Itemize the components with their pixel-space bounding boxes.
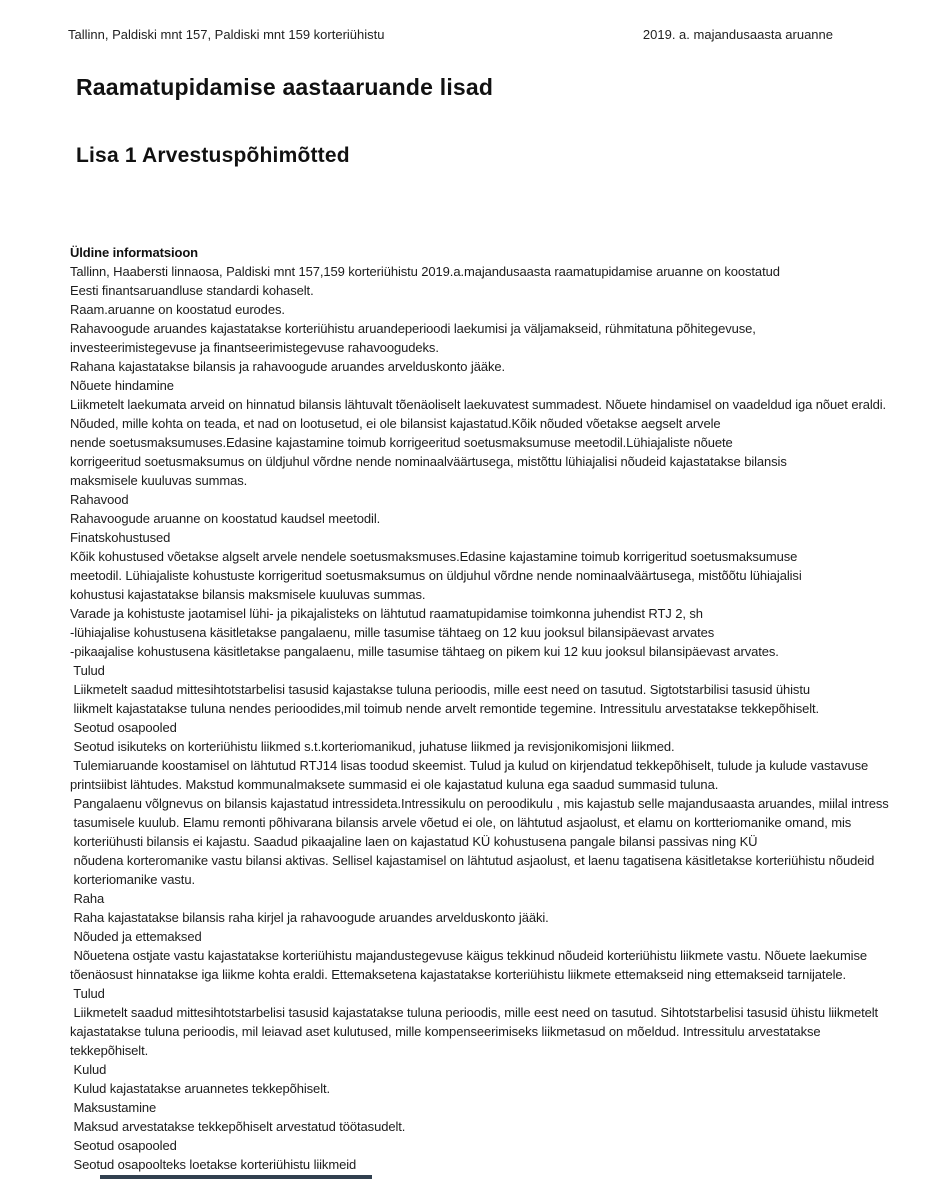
document-line: Varade ja kohistuste jaotamisel lühi- ja pikajalisteks on lähtutud raamatupidamise toimkonna juhendist RTJ 2, sh xyxy=(70,606,703,621)
document-line: Liikmetelt laekumata arveid on hinnatud bilansis lähtuvalt tõenäoliselt laekuvatest summadest. Nõuete hindamisel on vaadeldud iga nõuet eraldi. xyxy=(70,397,887,412)
document-line: Seotud osapoolteks loetakse korteriühistu liikmeid xyxy=(70,1157,357,1172)
document-line: Seotud osapooled xyxy=(70,1138,177,1153)
document-line: Maksud arvestatakse tekkepõhiselt arvestatud töötasudelt. xyxy=(70,1119,406,1134)
document-line: Seotud osapooled xyxy=(70,720,177,735)
document-line: Maksustamine xyxy=(70,1100,157,1115)
document-line: Nõuded, mille kohta on teada, et nad on lootusetud, ei ole bilansist kajastatud.Kõik nõuded võetakse aegselt arvele xyxy=(70,416,721,431)
document-line: investeerimistegevuse ja finantseerimistegevuse rahavoogudeks. xyxy=(70,340,439,355)
document-line: nõudena korteromanike vastu bilansi aktivas. Sellisel kajastamisel on lähtutud asjaolust, et laenu tagatisena käsitletakse korteriühistu nõudeid xyxy=(70,853,875,868)
document-line: Raam.aruanne on koostatud eurodes. xyxy=(70,302,285,317)
document-line: tõenäosust hinnatakse iga liikme kohta eraldi. Ettemaksetena kajastatakse korteriühistu liikmete ettemakseid ning ettemakseid tarnijatele. xyxy=(70,967,847,982)
document-line: kajastatakse tuluna perioodis, mil leiavad aset kulutused, mille kompenseerimiseks liikmetasud on mõeldud. Intressitulu arvestatakse xyxy=(70,1024,821,1039)
document-line: Nõuetena ostjate vastu kajastatakse korteriühistu majandustegevuse käigus tekkinud nõudeid korteriühistu liikmete vastu. Nõuete laekumise xyxy=(70,948,867,963)
section-title-lisa-1: Lisa 1 Arvestuspõhimõtted xyxy=(76,144,350,167)
document-line: Rahavoogude aruandes kajastatakse korteriühistu aruandeperioodi laekumisi ja väljamakseid, rühmitatuna põhitegevuse, xyxy=(70,321,756,336)
document-line: Tulud xyxy=(70,986,105,1001)
document-line: korteriomanike vastu. xyxy=(70,872,195,887)
document-line: printsiibist lähtudes. Makstud kommunalmaksete summasid ei ole kajastatud kuluna ega saadud summasid tuluna. xyxy=(70,777,719,792)
document-line: -lühiajalise kohustusena käsitletakse pangalaenu, mille tasumise tähtaeg on 12 kuu jooksul bilansipäevast arvates xyxy=(70,625,715,640)
document-line: nende soetusmaksumuses.Edasine kajastamine toimub korrigeeritud soetusmaksumuse meetodil.Lühiajaliste nõuete xyxy=(70,435,733,450)
document-line: Rahavoogude aruanne on koostatud kaudsel meetodil. xyxy=(70,511,381,526)
document-line: Eesti finantsaruandluse standardi kohaselt. xyxy=(70,283,314,298)
document-line: tasumisele kuulub. Elamu remonti põhivarana bilansis arvele võetud ei ole, on lähtutud asjaolust, et elamu on kortteriomanike omand, mis xyxy=(70,815,852,830)
document-line: kohustusi kajastatakse bilansis maksmisele kuuluvas summas. xyxy=(70,587,426,602)
header-report-name: 2019. a. majandusaasta aruanne xyxy=(642,27,833,42)
document-line: liikmelt kajastatakse tuluna nendes perioodides,mil toimub nende arvelt remontide tegemine. Intressitulu arvestatakse tekkepõhiselt. xyxy=(70,701,820,716)
document-line: Liikmetelt saadud mittesihtotstarbelisi tasusid kajastakse tuluna perioodis, mille eest need on tasutud. Sigtotstarbilisi tasusid ühistu xyxy=(70,682,810,697)
document-line: Tulemiaruande koostamisel on lähtutud RTJ14 lisas toodud skeemist. Tulud ja kulud on kirjendatud tekkepõhiselt, tulude ja kulude vastavuse xyxy=(70,758,869,773)
document-line: Rahavood xyxy=(70,492,129,507)
document-body xyxy=(70,243,926,1174)
document-line: Rahana kajastatakse bilansis ja rahavoogude aruandes arvelduskonto jääke. xyxy=(70,359,505,374)
next-page-edge xyxy=(100,1175,372,1179)
document-line: Kõik kohustused võetakse algselt arvele nendele soetusmaksmuses.Edasine kajastamine toimub korrigeritud soetusmaksumuse xyxy=(70,549,798,564)
document-line: tekkepõhiselt. xyxy=(70,1043,149,1058)
document-line: korrigeeritud soetusmaksumus on üldjuhul võrdne nende nominaalväärtusega, mistõttu lühiajalisi nõudeid kajastatakse bilansis xyxy=(70,454,787,469)
document-line: Raha kajastatakse bilansis raha kirjel ja rahavoogude aruandes arvelduskonto jääki. xyxy=(70,910,549,925)
header-entity-name: Tallinn, Paldiski mnt 157, Paldiski mnt 159 korteriühistu xyxy=(68,27,385,42)
document-line: Liikmetelt saadud mittesihtotstarbelisi tasusid kajastatakse tuluna perioodis, mille eest need on tasutud. Sihtotstarbelisi tasusid ühistu liikmetelt xyxy=(70,1005,879,1020)
document-line: Pangalaenu võlgnevus on bilansis kajastatud intressideta.Intressikulu on peroodikulu , mis kajastub selle majandusaasta aruandes, miilal intress xyxy=(70,796,889,811)
document-line: maksmisele kuuluvas summas. xyxy=(70,473,248,488)
page-header xyxy=(68,27,833,42)
document-line: Raha xyxy=(70,891,105,906)
document-line: Finatskohustused xyxy=(70,530,171,545)
document-title: Raamatupidamise aastaaruande lisad xyxy=(76,74,494,100)
document-line: Seotud isikuteks on korteriühistu liikmed s.t.korteriomanikud, juhatuse liikmed ja revisjonikomisjoni liikmed. xyxy=(70,739,675,754)
document-line: -pikaajalise kohustusena käsitletakse pangalaenu, mille tasumise tähtaeg on pikem kui 12 kuu jooksul bilansipäevast arvates. xyxy=(70,644,779,659)
document-line: Tulud xyxy=(70,663,105,678)
document-line: Tallinn, Haabersti linnaosa, Paldiski mnt 157,159 korteriühistu 2019.a.majandusaasta raamatupidamise aruanne on koostatud xyxy=(70,264,780,279)
document-line: Kulud xyxy=(70,1062,107,1077)
document-line: Nõuded ja ettemaksed xyxy=(70,929,202,944)
document-line: Nõuete hindamine xyxy=(70,378,174,393)
document-heading-line: Üldine informatsioon xyxy=(70,245,199,260)
document-line: meetodil. Lühiajaliste kohustuste korrigeritud soetusmaksumus on üldjuhul võrdne nende nominaalväärtusega, mistõõtu lühiajalisi xyxy=(70,568,802,583)
document-line: korteriühusti bilansis ei kajastu. Saadud pikaajaline laen on kajastatud KÜ kohustusena pangale bilansi passivas ning KÜ xyxy=(70,834,758,849)
document-line: Kulud kajastatakse aruannetes tekkepõhiselt. xyxy=(70,1081,331,1096)
